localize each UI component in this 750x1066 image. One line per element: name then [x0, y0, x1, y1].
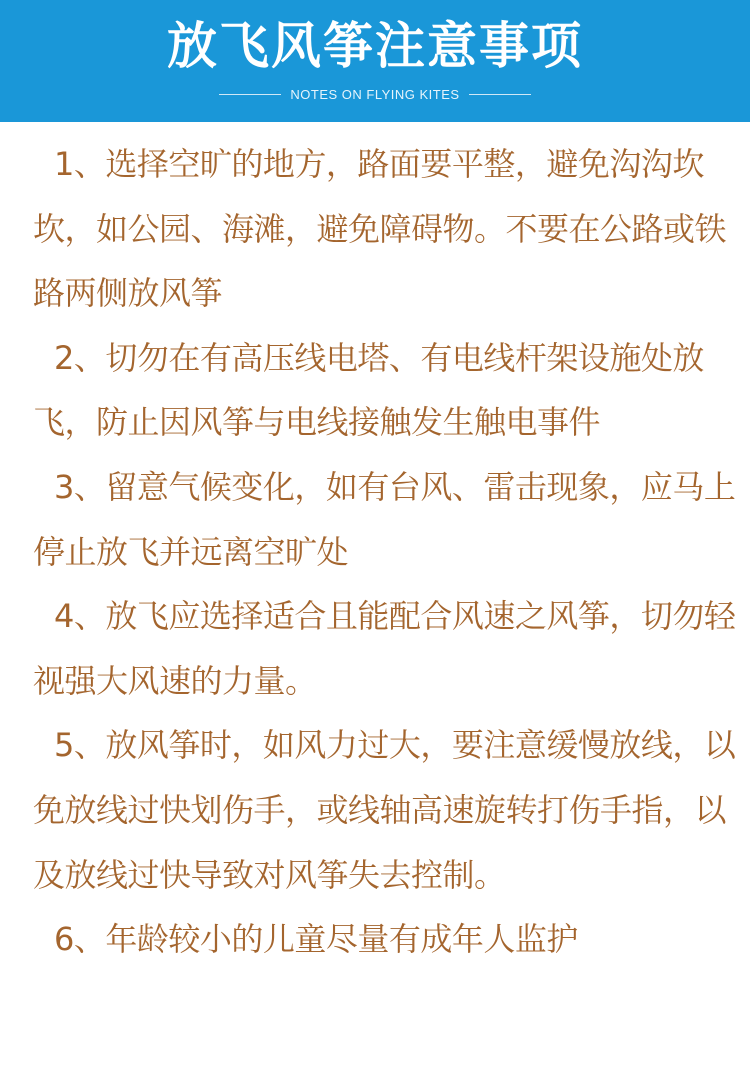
- page-title: 放飞风筝注意事项: [167, 17, 583, 75]
- note-item-5: 5、放风筝时，如风力过大，要注意缓慢放线，以免放线过快划伤手，或线轴高速旋转打伤手指，以及放线过快导致对风筝失去控制。: [33, 726, 736, 894]
- header-banner: [0, 0, 750, 122]
- subtitle-divider-right: [469, 94, 531, 95]
- note-item-3: 3、留意气候变化，如有台风、雷击现象，应马上停止放飞并远离空旷处: [33, 467, 736, 571]
- note-item-6: 6、年龄较小的儿童尽量有成年人监护: [54, 920, 578, 959]
- note-item-2: 2、切勿在有高压线电塔、有电线杆架设施处放飞，防止因风筝与电线接触发生触电事件: [33, 338, 704, 442]
- notes-list: [33, 132, 748, 972]
- page-subtitle: NOTES ON FLYING KITES: [290, 86, 460, 102]
- note-item-1: 1、选择空旷的地方，路面要平整，避免沟沟坎坎，如公园、海滩，避免障碍物。不要在公路或铁路两侧放风筝: [33, 145, 727, 313]
- subtitle-row: [0, 84, 750, 104]
- subtitle-divider-left: [219, 94, 281, 95]
- note-item-4: 4、放飞应选择适合且能配合风速之风筝，切勿轻视强大风速的力量。: [33, 597, 736, 700]
